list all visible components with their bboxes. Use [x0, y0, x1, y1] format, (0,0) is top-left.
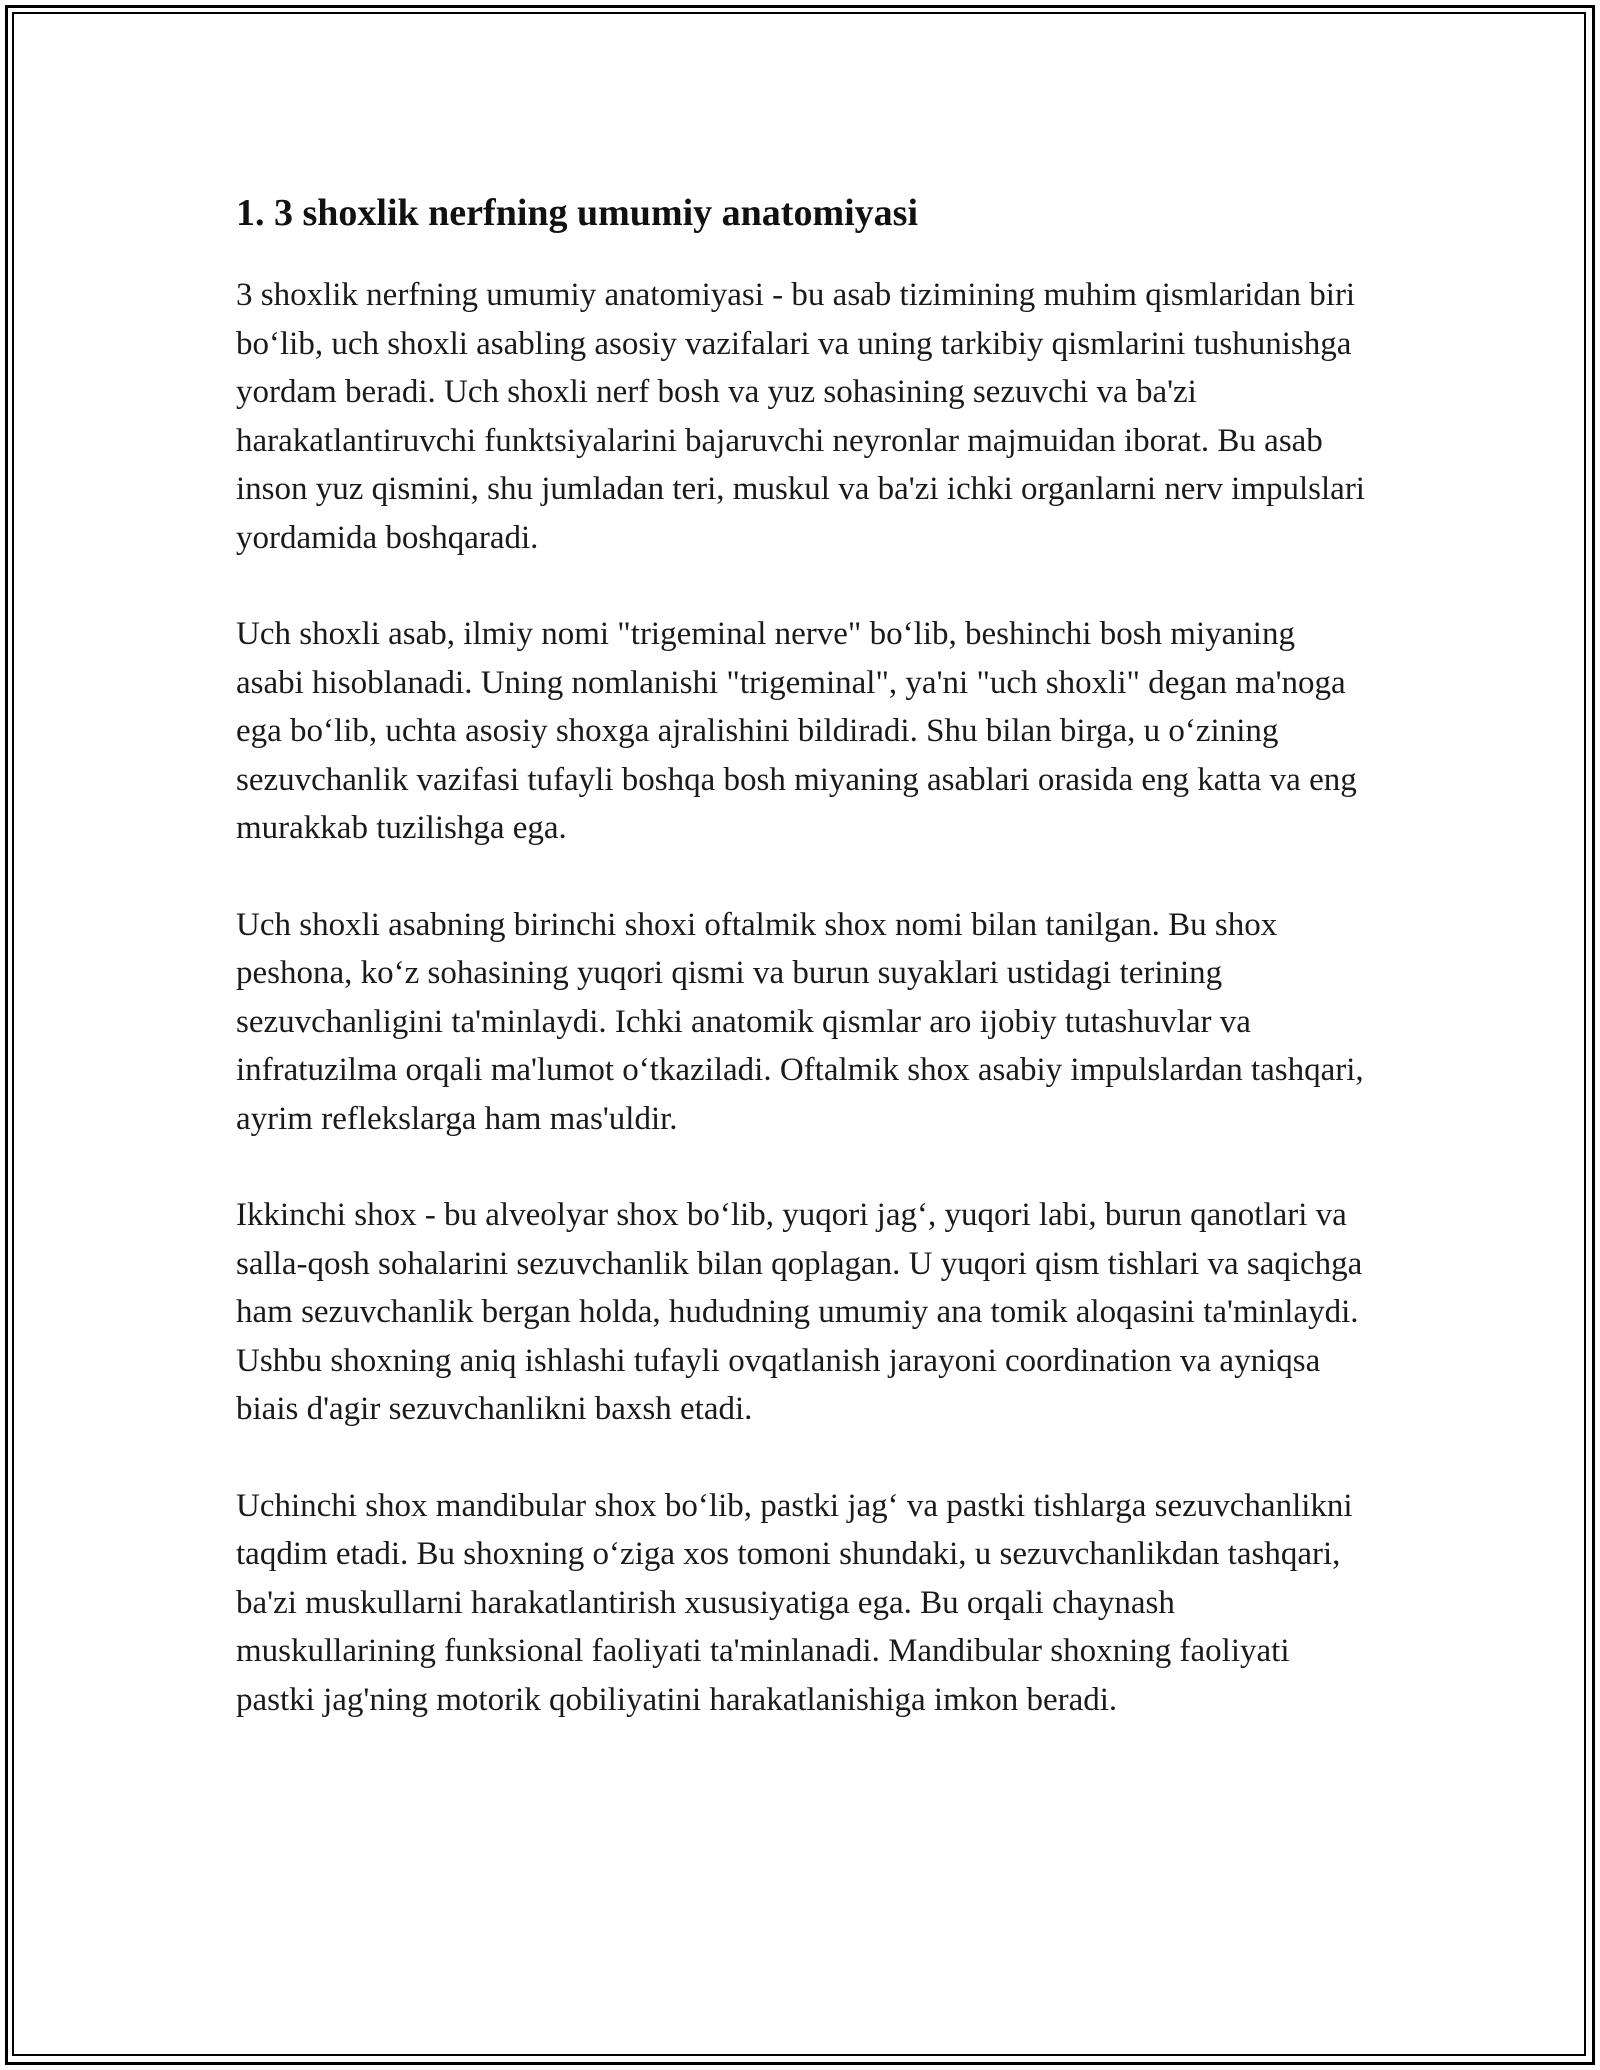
paragraph-intro: 3 shoxlik nerfning umumiy anatomiyasi - bu asab tizimining muhim qismlaridan biri bo‘lib, uch shoxli asabling asosiy vazifalari va uning tarkibiy qismlarini tushunishga yordam beradi. Uch shoxli nerf bosh va yuz sohasining sezuvchi va ba'zi harakatlantiruvchi funktsiyalarini bajaruvchi neyronlar majmuidan iborat. Bu asab inson yuz qismini, shu jumladan teri, muskul va ba'zi ichki organlarni nerv impulslari yordamida boshqaradi.	[236, 277, 1365, 556]
paragraph-second-branch: Ikkinchi shox - bu alveolyar shox bo‘lib, yuqori jag‘, yuqori labi, burun qanotlari va salla-qosh sohalarini sezuvchanlik bilan qoplagan. U yuqori qism tishlari va saqichga ham sezuvchanlik bergan holda, hududning umumiy ana tomik aloqasini ta'minlaydi. Ushbu shoxning aniq ishlashi tufayli ovqatlanish jarayoni coordination va ayniqsa biais d'agir sezuvchanlikni baxsh etadi.	[236, 1197, 1363, 1427]
paragraph-third-branch: Uchinchi shox mandibular shox bo‘lib, pastki jag‘ va pastki tishlarga sezuvchanlikni taqdim etadi. Bu shoxning o‘ziga xos tomoni shundaki, u sezuvchanlikdan tashqari, ba'zi muskullarni harakatlantirish xususiyatiga ega. Bu orqali chaynash muskullarining funksional faoliyati ta'minlanadi. Mandibular shoxning faoliyati pastki jag'ning motorik qobiliyatini harakatlanishiga imkon beradi.	[236, 1487, 1353, 1718]
paragraph-trigeminal-name: Uch shoxli asab, ilmiy nomi "trigeminal nerve" bo‘lib, beshinchi bosh miyaning asabi hisoblanadi. Uning nomlanishi "trigeminal", ya'ni "uch shoxli" degan ma'noga ega bo‘lib, uchta asosiy shoxga ajralishini bildiradi. Shu bilan birga, u o‘zining sezuvchanlik vazifasi tufayli boshqa bosh miyaning asablari orasida eng katta va eng murakkab tuzilishga ega.	[236, 616, 1357, 846]
section-heading: 1. 3 shoxlik nerfning umumiy anatomiyasi	[236, 192, 918, 234]
document-body	[236, 185, 1366, 1772]
paragraph-first-branch: Uch shoxli asabning birinchi shoxi oftalmik shox nomi bilan tanilgan. Bu shox peshona, ko‘z sohasining yuqori qismi va burun suyaklari ustidagi terining sezuvchanligini ta'minlaydi. Ichki anatomik qismlar aro ijobiy tutashuvlar va infratuzilma orqali ma'lumot o‘tkaziladi. Oftalmik shox asabiy impulslardan tashqari, ayrim reflekslarga ham mas'uldir.	[236, 906, 1364, 1137]
